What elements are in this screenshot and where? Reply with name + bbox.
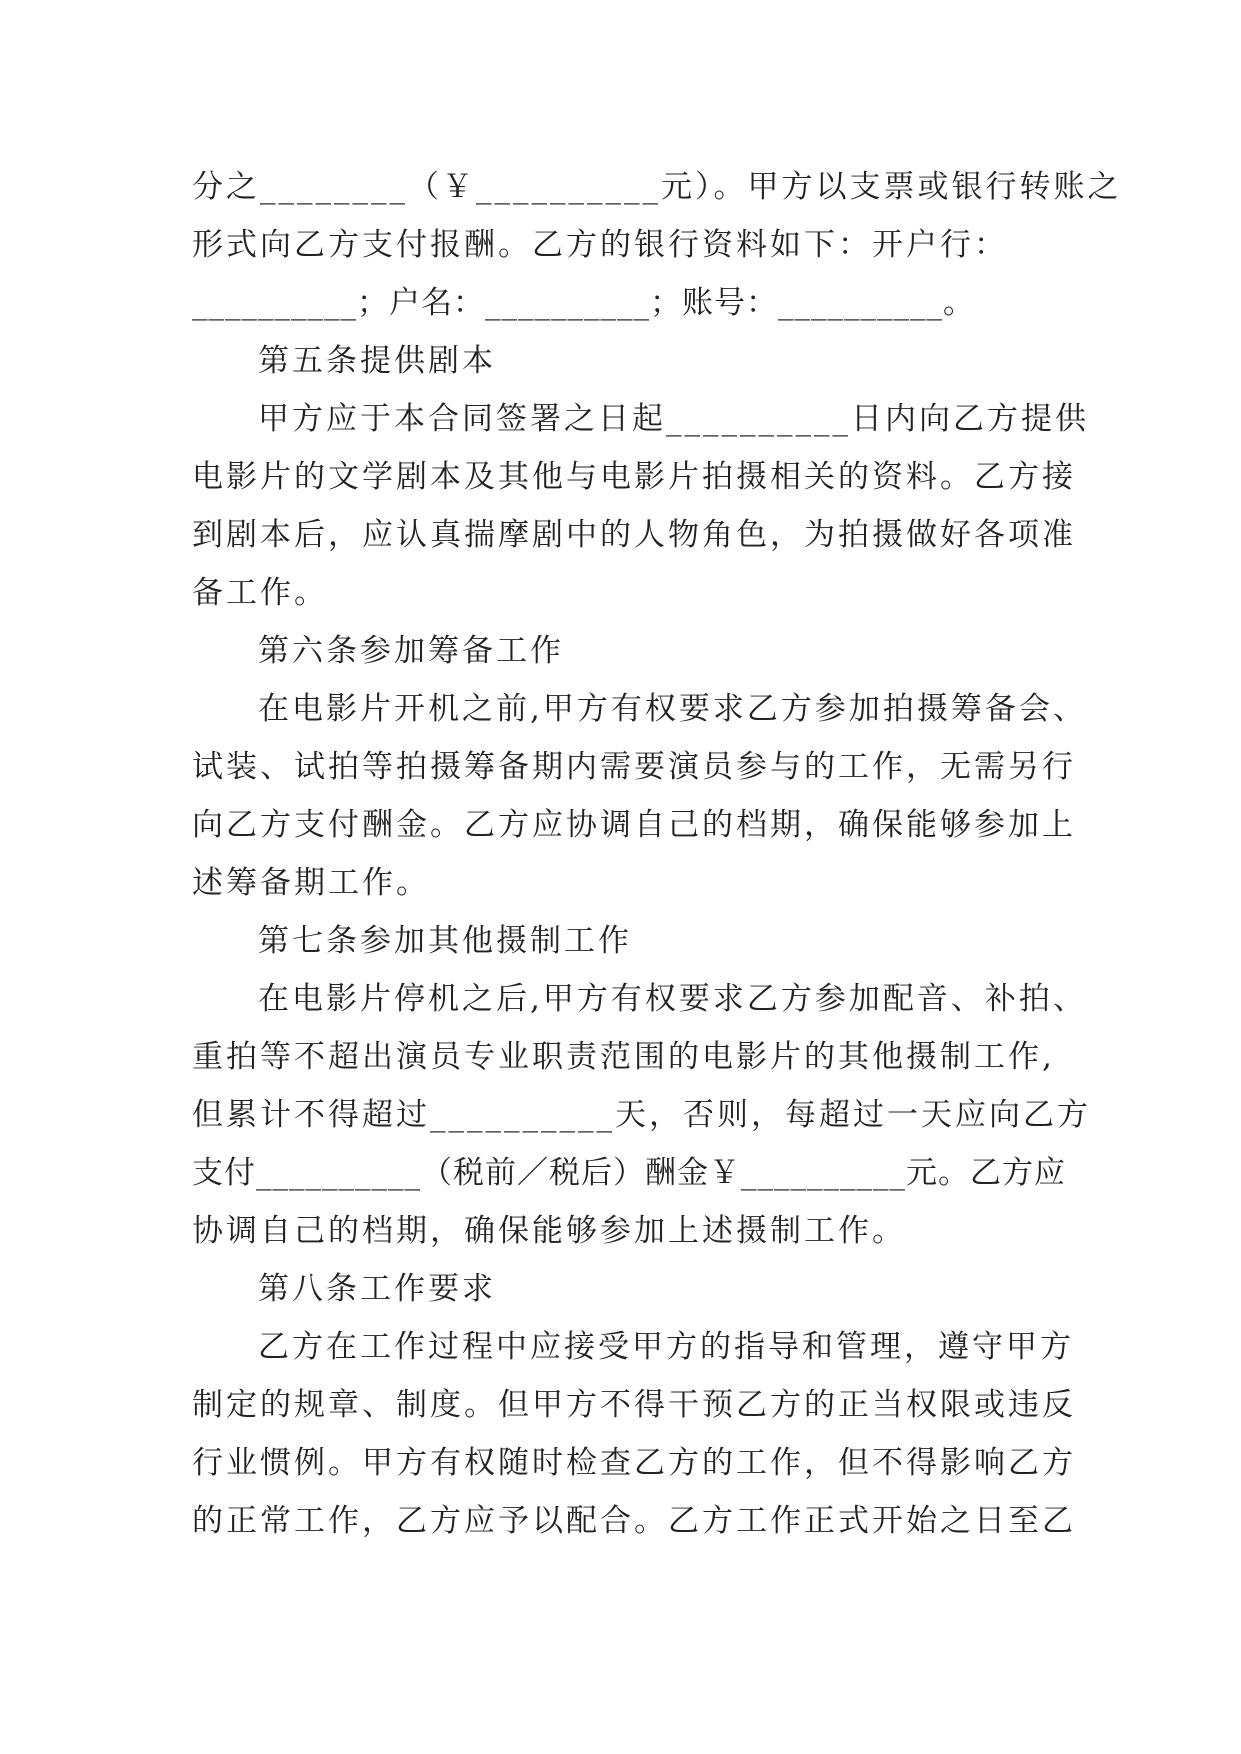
text-line: __________；户名：__________；账号：__________。 — [192, 285, 975, 321]
text-line: 制定的规章、制度。但甲方不得干预乙方的正当权限或违反 — [192, 1387, 1076, 1423]
text-line: 向乙方支付酬金。乙方应协调自己的档期，确保能够参加上 — [192, 807, 1076, 843]
section-heading-7: 第七条参加其他摄制工作 — [258, 923, 632, 959]
text-line: 重拍等不超出演员专业职责范围的电影片的其他摄制工作, — [192, 1039, 1055, 1075]
text-line: 甲方应于本合同签署之日起__________日内向乙方提供 — [258, 401, 1089, 437]
text-line: 的正常工作，乙方应予以配合。乙方工作正式开始之日至乙 — [192, 1503, 1076, 1539]
text-line: 试装、试拍等拍摄筹备期内需要演员参与的工作，无需另行 — [192, 749, 1076, 785]
text-line: 乙方在工作过程中应接受甲方的指导和管理，遵守甲方 — [258, 1329, 1074, 1365]
text-line: 分之________（￥__________元）。甲方以支票或银行转账之 — [192, 169, 1122, 205]
text-line: 行业惯例。甲方有权随时检查乙方的工作，但不得影响乙方 — [192, 1445, 1076, 1481]
text-line: 述筹备期工作。 — [192, 865, 430, 901]
text-line: 电影片的文学剧本及其他与电影片拍摄相关的资料。乙方接 — [192, 459, 1076, 495]
section-heading-5: 第五条提供剧本 — [258, 343, 496, 379]
text-line: 形式向乙方支付报酬。乙方的银行资料如下：开户行： — [192, 227, 1008, 263]
text-line: 但累计不得超过__________天，否则，每超过一天应向乙方 — [192, 1097, 1091, 1133]
text-line: 在电影片停机之后,甲方有权要求乙方参加配音、补拍、 — [258, 981, 1087, 1017]
text-line: 协调自己的档期，确保能够参加上述摄制工作。 — [192, 1213, 906, 1249]
text-line: 在电影片开机之前,甲方有权要求乙方参加拍摄筹备会、 — [258, 691, 1087, 727]
text-line: 支付__________（税前／税后）酬金￥__________元。乙方应 — [192, 1155, 1066, 1191]
contract-body-text — [192, 158, 1122, 1550]
section-heading-8: 第八条工作要求 — [258, 1271, 496, 1307]
text-line: 到剧本后，应认真揣摩剧中的人物角色，为拍摄做好各项准 — [192, 517, 1076, 553]
text-line: 备工作。 — [192, 575, 328, 611]
section-heading-6: 第六条参加筹备工作 — [258, 633, 564, 669]
